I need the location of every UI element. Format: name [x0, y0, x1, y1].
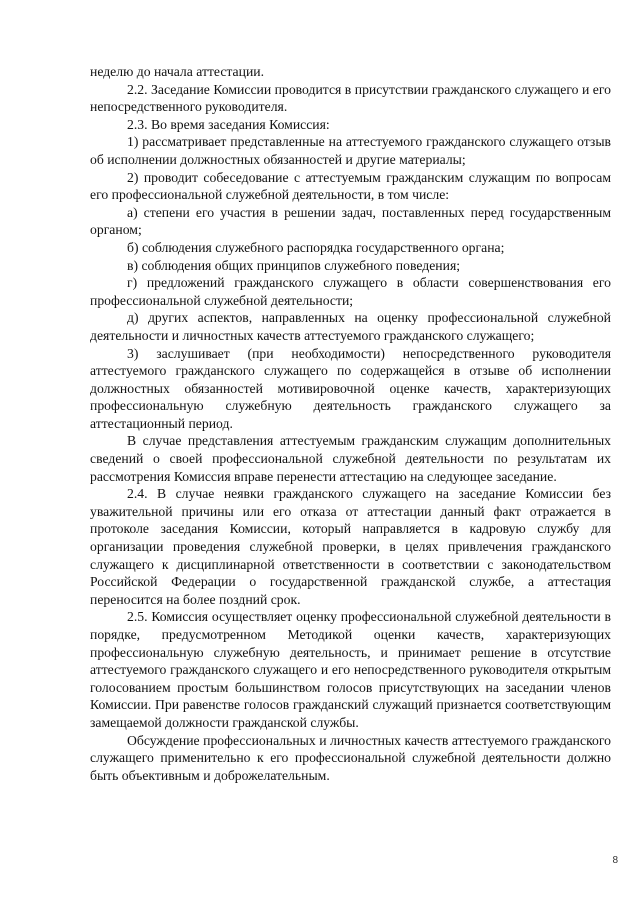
sub-item-d: д) других аспектов, направленных на оценку профессиональной служебной деятельности и личностных качеств аттестуемого гражданского служащего; [90, 310, 611, 343]
sub-item-b: б) соблюдения служебного распорядка государственного органа; [127, 239, 505, 255]
paragraph-additional-info: В случае представления аттестуемым гражданским служащим дополнительных сведений о своей профессиональной служебной деятельности по результатам их рассмотрения Комиссия вправе перенести аттестацию на следующее заседание. [90, 433, 611, 484]
page-number: 8 [612, 855, 618, 866]
sub-item-a: а) степени его участия в решении задач, поставленных перед государственным органом; [90, 204, 611, 238]
sub-item-g: г) предложений гражданского служащего в области совершенствования его профессиональной служебной деятельности; [90, 275, 611, 308]
list-item-1: 1) рассматривает представленные на аттестуемого гражданского служащего отзыв об исполнении должностных обязанностей и другие материалы; [90, 134, 611, 167]
sub-item-v: в) соблюдения общих принципов служебного поведения; [127, 257, 461, 273]
paragraph-2-2: 2.2. Заседание Комиссии проводится в присутствии гражданского служащего и его непосредственного руководителя. [90, 81, 611, 115]
paragraph-continuation: неделю до начала аттестации. [90, 64, 265, 79]
paragraph-2-5: 2.5. Комиссия осуществляет оценку профессиональной служебной деятельности в порядке, предусмотренном Методикой оценки качеств, характеризующих профессиональную служебную деятельность, и принимает решение в отсутствие аттестуемого гражданского служащего и его непосредственного руководителя открытым голосованием простым большинством голосов присутствующих на заседании членов Комиссии. При равенстве голосов гражданский служащий признается соответствующим замещаемой должности гражданской службы. [90, 609, 611, 730]
document-body [90, 63, 611, 784]
paragraph-2-4: 2.4. В случае неявки гражданского служащего на заседание Комиссии без уважительной причины или его отказа от аттестации данный факт отражается в протоколе заседания Комиссии, который направляется в кадровую службу для организации проведения служебной проверки, в целях привлечения гражданского служащего к дисциплинарной ответственности в соответствии с законодательством Российской Федерации о государственной гражданской службе, а аттестация переносится на более поздний срок. [90, 486, 611, 607]
list-item-3: 3) заслушивает (при необходимости) непосредственного руководителя аттестуемого гражданского служащего по содержащейся в отзыве об исполнении должностных обязанностей мотивировочной оценке качеств, характеризующих профессиональную служебную деятельность гражданского служащего за аттестационный период. [90, 345, 611, 431]
paragraph-discussion: Обсуждение профессиональных и личностных качеств аттестуемого гражданского служащего применительно к его профессиональной служебной деятельности должно быть объективным и доброжелательным. [90, 732, 611, 783]
list-item-2: 2) проводит собеседование с аттестуемым гражданским служащим по вопросам его профессиональной служебной деятельности, в том числе: [90, 169, 611, 203]
paragraph-2-3: 2.3. Во время заседания Комиссия: [127, 116, 330, 132]
